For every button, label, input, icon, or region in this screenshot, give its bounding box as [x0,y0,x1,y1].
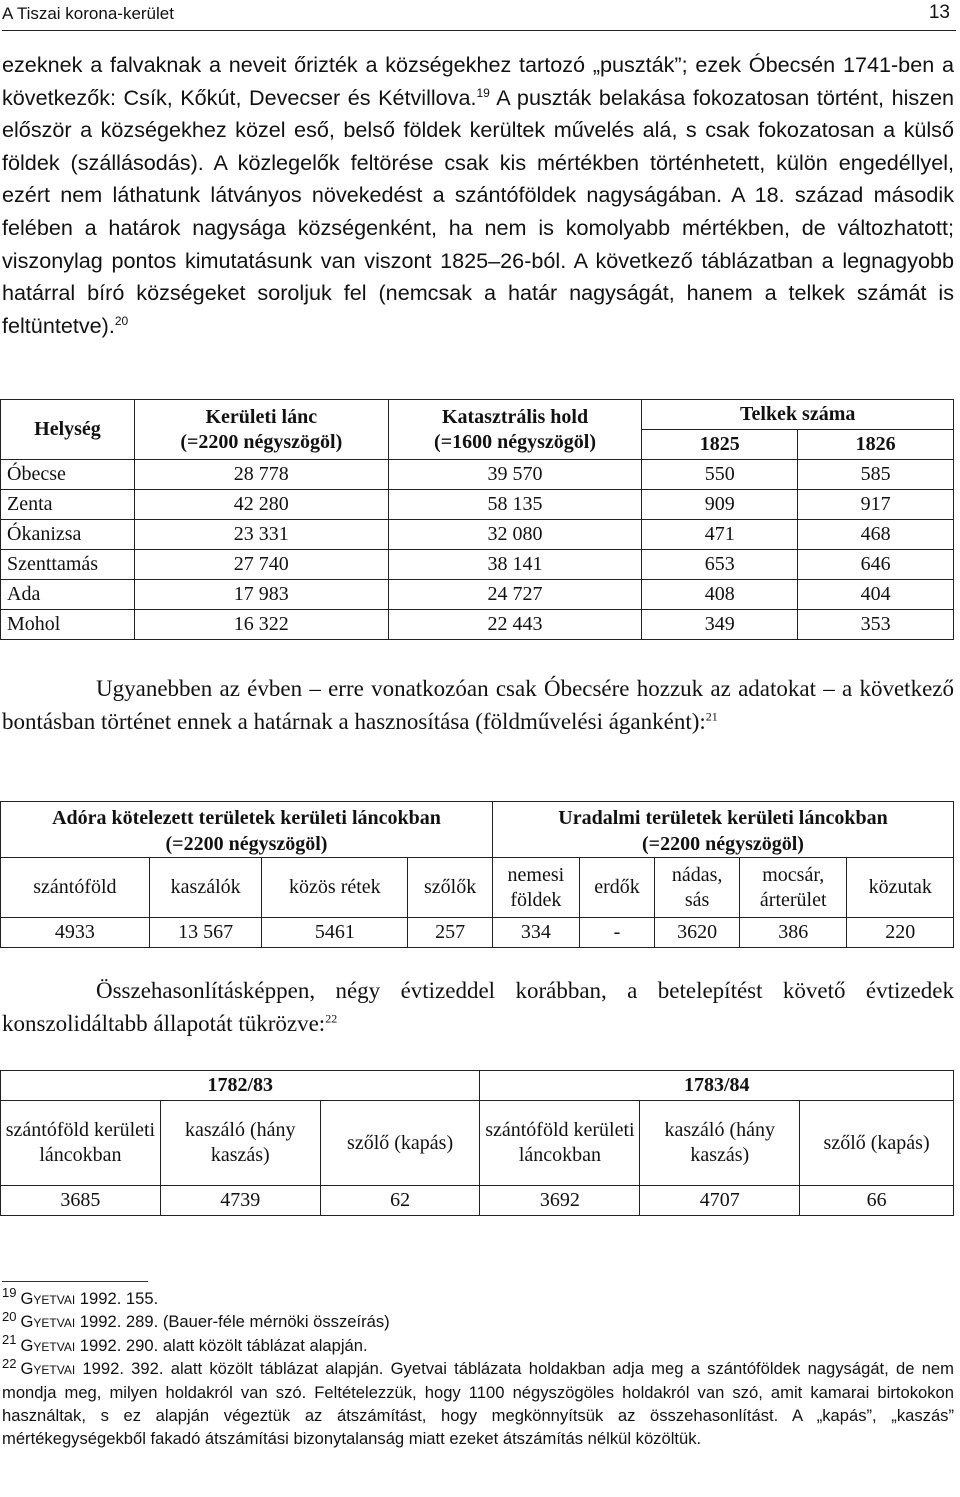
cell-place: Ada [1,580,135,610]
header-nadas-sas: nádas, sás [655,858,740,918]
header-erdok: erdők [579,858,654,918]
footnote-divider [2,1281,148,1282]
cell-value: - [579,918,654,948]
cell-1826: 917 [798,490,954,520]
running-head [2,0,956,31]
footnote-21 [2,1334,954,1357]
cell-1825: 550 [642,460,798,490]
header-szolo-b: szőlő (kapás) [800,1101,954,1186]
paragraph-2 [2,673,954,738]
table-row [1,520,954,550]
cell-place: Mohol [1,610,135,640]
cell-value: 4707 [640,1186,800,1216]
cell-lanc: 23 331 [134,520,388,550]
cell-hold: 24 727 [388,580,642,610]
footnote-number: 22 [2,1355,17,1371]
header-kozos-retek: közös rétek [262,858,408,918]
footnote-text: 1992. 392. alatt közölt táblázat alapján. Gyetvai táblázata holdakban adja meg a szántóföldek nagyságát, de nem mondja meg, milyen holdakról van szó. Feltételezzük, hogy 1100 négyszögöles holdakról van szó, amit kamarai birtokokon használtak, s ez alapján végeztük az átszámítást, hogy megkönnyítsük az összehasonlítást. A „kapás”, „kaszás” mértékegységekből fakadó átszámítási bizonytalanság miatt ezeket átszámítás nélkül közöltük. [2,1359,954,1449]
cell-value: 3692 [480,1186,640,1216]
cell-value: 13 567 [149,918,262,948]
cell-value: 4739 [160,1186,320,1216]
cell-lanc: 16 322 [134,610,388,640]
paragraph-1-text-b: A puszták belakása fokozatosan történt, hiszen először a községekhez közel eső, belső földek kerültek művelés alá, s csak fokozatosan a külső földek (szállásodás). A közlegelők feltörése csak kis mértékben történhetett, külön engedéllyel, ezért nem láthatunk látványos növekedést a szántóföldek nagyságában. A 18. század második felében a határok nagysága községenként, ha nem is komolyabb mértékben, de változhatott; viszonylag pontos kimutatásunk van viszont 1825–26-ból. A következő táblázatban a legnagyobb határral bíró községeket soroljuk fel (nemcsak a határ nagyságát, hanem a telkek számát is feltüntetve). [2,84,954,338]
header-year-1783-84: 1783/84 [480,1071,954,1101]
footnote-ref-21: 21 [705,708,718,723]
footnote-20 [2,1310,954,1333]
paragraph-1 [2,49,954,342]
cell-hold: 38 141 [388,550,642,580]
header-kerületi-lanc: Kerületi lánc (=2200 négyszögöl) [134,400,388,460]
cell-hold: 32 080 [388,520,642,550]
cell-1826: 353 [798,610,954,640]
header-helyseg: Helység [1,400,135,460]
running-head-title: A Tiszai korona-kerület [2,4,174,23]
cell-value: 5461 [262,918,408,948]
cell-1826: 468 [798,520,954,550]
table-row [1,1186,954,1216]
header-katasztralis-hold: Katasztrális hold (=1600 négyszögöl) [388,400,642,460]
cell-lanc: 28 778 [134,460,388,490]
header-szantofold: szántóföld [1,858,150,918]
cell-1826: 585 [798,460,954,490]
header-szantofold-a: szántóföld kerületi láncokban [1,1101,161,1186]
header-telkek-szama: Telkek száma [642,400,954,430]
cell-1825: 349 [642,610,798,640]
table-row [1,460,954,490]
cell-hold: 58 135 [388,490,642,520]
cell-hold: 22 443 [388,610,642,640]
header-szolo-a: szőlő (kapás) [320,1101,480,1186]
cell-1825: 653 [642,550,798,580]
cell-hold: 39 570 [388,460,642,490]
footnote-text: 1992. 155. [75,1289,159,1308]
cell-value: 3620 [655,918,740,948]
footnote-author: Gyetvai [20,1289,76,1308]
cell-1826: 646 [798,550,954,580]
header-kaszalok: kaszálók [149,858,262,918]
footnotes [2,1287,954,1451]
cell-place: Ókanizsa [1,520,135,550]
table-row [1,580,954,610]
page-number: 13 [928,2,950,23]
paragraph-3 [2,975,954,1040]
cell-lanc: 42 280 [134,490,388,520]
footnote-22 [2,1357,954,1451]
cell-value: 334 [492,918,579,948]
header-szantofold-b: szántóföld kerületi láncokban [480,1101,640,1186]
footnote-19 [2,1287,954,1310]
paragraph-2-text: Ugyanebben az évben – erre vonatkozóan csak Óbecsére hozzuk az adatokat – a következő bontásban történet ennek a határnak a hasznosítása (földművelési áganként): [2,676,954,734]
header-1826: 1826 [798,430,954,460]
header-year-1782-83: 1782/83 [1,1071,480,1101]
table-row [1,550,954,580]
cell-place: Óbecse [1,460,135,490]
footnote-text: 1992. 289. (Bauer-féle mérnöki összeírás) [75,1312,390,1332]
cell-value: 257 [408,918,493,948]
table-comparison [0,1070,954,1216]
table-row [1,918,954,948]
footnote-number: 20 [2,1308,17,1324]
cell-1825: 471 [642,520,798,550]
table-land-use [0,801,954,948]
footnote-author: Gyetvai [20,1335,76,1355]
cell-value: 3685 [1,1186,161,1216]
footnote-ref-22: 22 [325,1010,338,1025]
header-mocsar-arterulet: mocsár, árterület [739,858,846,918]
cell-value: 386 [739,918,846,948]
header-1825: 1825 [642,430,798,460]
footnote-ref-19: 19 [476,85,490,100]
cell-1825: 408 [642,580,798,610]
header-kaszalo-b: kaszáló (hány kaszás) [640,1101,800,1186]
header-taxed-land: Adóra kötelezett területek kerületi láncokban (=2200 négyszögöl) [1,802,493,858]
footnote-text: 1992. 290. alatt közölt táblázat alapján. [75,1335,368,1355]
cell-value: 220 [847,918,954,948]
header-kaszalo-a: kaszáló (hány kaszás) [160,1101,320,1186]
table-boundaries [0,399,954,640]
header-nemesi-foldek: nemesi földek [492,858,579,918]
header-manorial-land: Uradalmi területek kerületi láncokban (=2200 négyszögöl) [492,802,953,858]
cell-lanc: 27 740 [134,550,388,580]
paragraph-1-text-a: ezeknek a falvaknak a neveit őrizték a községekhez tartozó „puszták”; ezek Óbecsén 1741-ben a következők: Csík, Kőkút, Devecser és Kétvillova. [2,52,954,110]
cell-1825: 909 [642,490,798,520]
cell-1826: 404 [798,580,954,610]
table-row [1,610,954,640]
table-row [1,490,954,520]
cell-place: Zenta [1,490,135,520]
footnote-author: Gyetvai [20,1312,76,1332]
footnote-ref-20: 20 [114,313,129,328]
footnote-author: Gyetvai [20,1359,76,1379]
footnote-number: 21 [2,1332,17,1348]
paragraph-3-text: Összehasonlításképpen, négy évtizeddel korábban, a betelepítést követő évtizedek konszolidáltabb állapotát tükrözve: [2,978,954,1036]
cell-value: 62 [320,1186,480,1216]
footnote-number: 19 [2,1285,17,1301]
header-kozutak: közutak [847,858,954,918]
cell-value: 4933 [1,918,150,948]
header-szolok: szőlők [408,858,493,918]
cell-value: 66 [800,1186,954,1216]
cell-lanc: 17 983 [134,580,388,610]
cell-place: Szenttamás [1,550,135,580]
